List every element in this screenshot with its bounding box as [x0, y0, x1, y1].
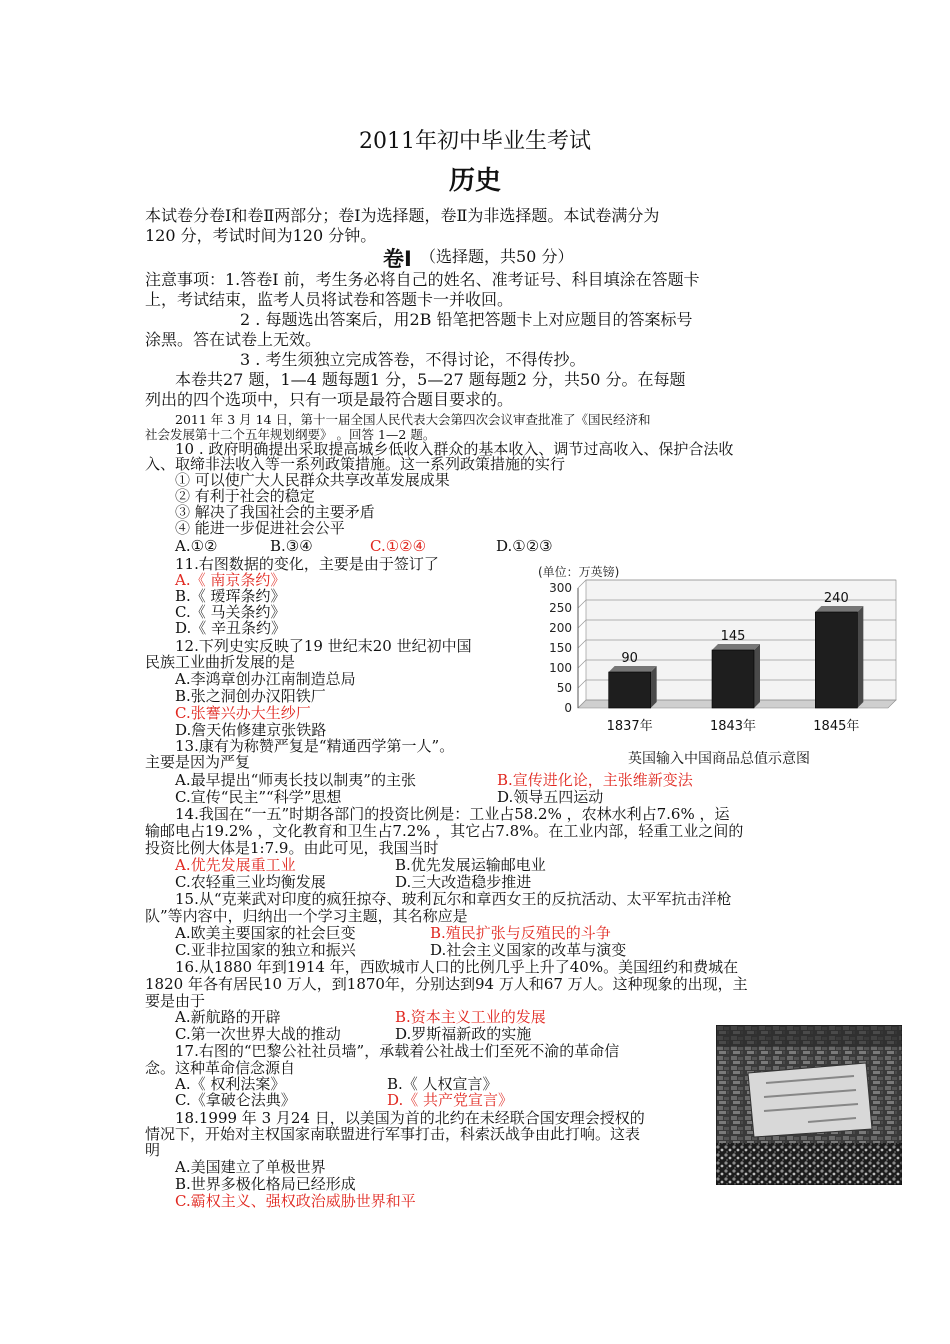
- chart-bar-top: [609, 666, 657, 672]
- chart-unit-label: (单位：万英镑): [538, 565, 620, 579]
- chart-gridline-side: [578, 640, 586, 648]
- q17-option-c: C.《拿破仑法典》: [175, 1091, 296, 1109]
- q15-stem-1: 15.从“克莱武对印度的疯狂掠夺、玻利瓦尔和章西女王的反抗活动、太平军抗击洋枪: [175, 890, 732, 908]
- q18-option-a: A.美国建立了单极世界: [175, 1158, 326, 1176]
- paris-commune-wall-photo: [716, 1025, 902, 1185]
- q10-item-1: ① 可以使广大人民群众共享改革发展成果: [175, 471, 450, 489]
- q16-option-c: C.第一次世界大战的推动: [175, 1025, 341, 1043]
- chart-bar-side: [754, 644, 760, 708]
- material-line-2: 社会发展第十二个五年规划纲要》 。回答 1—2 题。: [145, 427, 436, 442]
- q11-option-d: D.《 辛丑条约》: [175, 619, 287, 637]
- chart-x-tick-label: 1845年: [813, 719, 860, 734]
- q17-stem-2: 念。这种革命信念源自: [145, 1059, 296, 1077]
- chart-bar-side: [857, 606, 863, 708]
- q13-option-c: C.宣传“民主”“科学”思想: [175, 788, 342, 806]
- chart-bar: [815, 612, 857, 708]
- chart-gridline-side: [578, 680, 586, 688]
- q12-option-b: B.张之洞创办汉阳铁厂: [175, 687, 326, 705]
- intro-line-2: 120 分，考试时间为120 分钟。: [145, 226, 377, 245]
- material-line-1: 2011 年 3 月 14 日，第十一届全国人民代表大会第四次会议审查批准了《国民经济和: [175, 412, 651, 427]
- chart-gridline-side: [578, 620, 586, 628]
- q17-option-d: D.《 共产党宣言》: [387, 1091, 514, 1109]
- q12-option-a: A.李鸿章创办江南制造总局: [175, 670, 356, 688]
- trade-value-chart: [536, 563, 902, 773]
- q18-option-b: B.世界多极化格局已经形成: [175, 1175, 356, 1193]
- q14-stem-1: 14.我国在“一五”时期各部门的投资比例是：工业占58.2% ，农林水利占7.6% ，运: [175, 805, 730, 823]
- flower-wreaths: [716, 1143, 902, 1185]
- q18-stem-1: 18.1999 年 3 月24 日，以美国为首的北约在未经联合国安理会授权的: [175, 1109, 645, 1127]
- note-4a: 本卷共27 题，1—4 题每题1 分，5—27 题每题2 分，共50 分。在每题: [175, 370, 686, 389]
- q10-option-c: C.①②④: [370, 537, 427, 555]
- subject-title: 历史: [448, 166, 501, 196]
- q14-stem-3: 投资比例大体是1:7.9。由此可见，我国当时: [145, 839, 439, 857]
- q11-option-a: A.《 南京条约》: [175, 571, 286, 589]
- chart-data-label: 145: [720, 629, 746, 644]
- note-2a: 2 . 每题选出答案后，用2B 铅笔把答题卡上对应题目的答案标号: [240, 310, 693, 329]
- q16-stem-3: 要是由于: [145, 992, 206, 1010]
- q10-option-d: D.①②③: [496, 537, 553, 555]
- memorial-plaque: [748, 1063, 872, 1137]
- q13-option-d: D.领导五四运动: [497, 788, 604, 806]
- chart-gridline-side: [578, 600, 586, 608]
- q12-stem-1: 12.下列史实反映了19 世纪末20 世纪初中国: [175, 637, 472, 655]
- note-2b: 涂黑。答在试卷上无效。: [145, 330, 322, 349]
- q12-option-d: D.詹天佑修建京张铁路: [175, 721, 327, 739]
- chart-gridline-side: [578, 660, 586, 668]
- chart-y-tick-label: 100: [549, 661, 572, 675]
- note-3: 3 . 考生须独立完成答卷，不得讨论，不得传抄。: [240, 350, 586, 369]
- q14-stem-2: 输邮电占19.2% ，文化教育和卫生占7.2% ，其它占7.8%。在工业内部，轻重工业之间的: [145, 822, 744, 840]
- exam-title: 2011年初中毕业生考试: [359, 129, 591, 154]
- chart-title: 英国输入中国商品总值示意图: [628, 751, 810, 767]
- q14-option-a: A.优先发展重工业: [175, 856, 296, 874]
- note-1a: 注意事项：1.答卷Ⅰ 前，考生务必将自己的姓名、准考证号、科目填涂在答题卡: [145, 270, 700, 289]
- q11-option-b: B.《 瑷珲条约》: [175, 587, 286, 605]
- note-1b: 上，考试结束，监考人员将试卷和答题卡一并收回。: [145, 290, 514, 309]
- q18-stem-3: 明: [145, 1141, 161, 1159]
- q13-option-b: B.宣传进化论，主张维新变法: [497, 771, 693, 789]
- q12-option-c: C.张謇兴办大生纱厂: [175, 704, 311, 722]
- chart-x-tick-label: 1837年: [606, 719, 653, 734]
- q16-option-a: A.新航路的开辟: [175, 1008, 281, 1026]
- q13-option-a: A.最早提出“师夷长技以制夷”的主张: [175, 771, 416, 789]
- q15-option-d: D.社会主义国家的改革与演变: [430, 941, 627, 959]
- q16-option-b: B.资本主义工业的发展: [395, 1008, 546, 1026]
- q10-item-4: ④ 能进一步促进社会公平: [175, 519, 345, 537]
- chart-y-tick-label: 50: [556, 681, 572, 695]
- q18-stem-2: 情况下，开始对主权国家南联盟进行军事打击，科索沃战争由此打响。这表: [145, 1125, 641, 1143]
- chart-y-tick-label: 150: [549, 641, 572, 655]
- q13-stem-2: 主要是因为严复: [145, 753, 251, 771]
- q18-option-c: C.霸权主义、强权政治威胁世界和平: [175, 1192, 416, 1210]
- chart-bar-top: [712, 644, 760, 650]
- chart-bar: [712, 650, 754, 708]
- q10-item-3: ③ 解决了我国社会的主要矛盾: [175, 503, 375, 521]
- chart-data-label: 90: [621, 651, 638, 666]
- q13-stem-1: 13.康有为称赞严复是“精通西学第一人”。: [175, 737, 455, 755]
- chart-y-tick-label: 300: [549, 581, 572, 595]
- q10-item-2: ② 有利于社会的稳定: [175, 487, 315, 505]
- q14-option-c: C.农轻重三业均衡发展: [175, 873, 326, 891]
- q16-option-d: D.罗斯福新政的实施: [395, 1025, 532, 1043]
- q12-stem-2: 民族工业曲折发展的是: [145, 653, 296, 671]
- q17-option-a: A.《 权利法案》: [175, 1075, 286, 1093]
- note-4b: 列出的四个选项中，只有一项是最符合题目要求的。: [145, 390, 514, 409]
- chart-bar-top: [815, 606, 863, 612]
- chart-gridline-side: [578, 580, 586, 588]
- q11-stem: 11.右图数据的变化，主要是由于签订了: [175, 555, 439, 573]
- chart-y-tick-label: 0: [564, 701, 572, 715]
- chart-bar-side: [651, 666, 657, 708]
- q16-stem-1: 16.从1880 年到1914 年，西欧城市人口的比例几乎上升了40%。美国纽约和费城在: [175, 958, 739, 976]
- q11-option-c: C.《 马关条约》: [175, 603, 286, 621]
- q10-option-a: A.①②: [175, 537, 218, 555]
- q10-stem-2: 入、取缔非法收入等一系列政策措施。这一系列政策措施的实行: [145, 455, 566, 473]
- chart-data-label: 240: [823, 591, 849, 606]
- chart-y-tick-label: 250: [549, 601, 572, 615]
- q17-stem-1: 17.右图的“巴黎公社社员墙”，承载着公社战士们至死不渝的革命信: [175, 1042, 620, 1060]
- q14-option-d: D.三大改造稳步推进: [395, 873, 532, 891]
- chart-y-tick-label: 200: [549, 621, 572, 635]
- section-title: 卷Ⅰ: [383, 247, 412, 271]
- q10-option-b: B.③④: [270, 537, 313, 555]
- q15-stem-2: 队”等内容中，归纳出一个学习主题，其名称应是: [145, 907, 468, 925]
- q16-stem-2: 1820 年各有居民10 万人，到1870年，分别达到94 万人和67 万人。这种现象的出现，主: [145, 975, 748, 993]
- q15-option-c: C.亚非拉国家的独立和振兴: [175, 941, 356, 959]
- q17-option-b: B.《 人权宣言》: [387, 1075, 498, 1093]
- q14-option-b: B.优先发展运输邮电业: [395, 856, 546, 874]
- q10-stem-1: 10 . 政府明确提出采取提高城乡低收入群众的基本收入、调节过高收入、保护合法收: [175, 440, 734, 458]
- q15-option-b: B.殖民扩张与反殖民的斗争: [430, 924, 611, 942]
- q15-option-a: A.欧美主要国家的社会巨变: [175, 924, 356, 942]
- intro-line-1: 本试卷分卷Ⅰ和卷Ⅱ两部分；卷Ⅰ为选择题，卷Ⅱ为非选择题。本试卷满分为: [145, 206, 660, 225]
- chart-bar: [609, 672, 651, 708]
- chart-x-tick-label: 1843年: [709, 719, 757, 734]
- section-subtitle: （选择题，共50 分）: [420, 247, 574, 266]
